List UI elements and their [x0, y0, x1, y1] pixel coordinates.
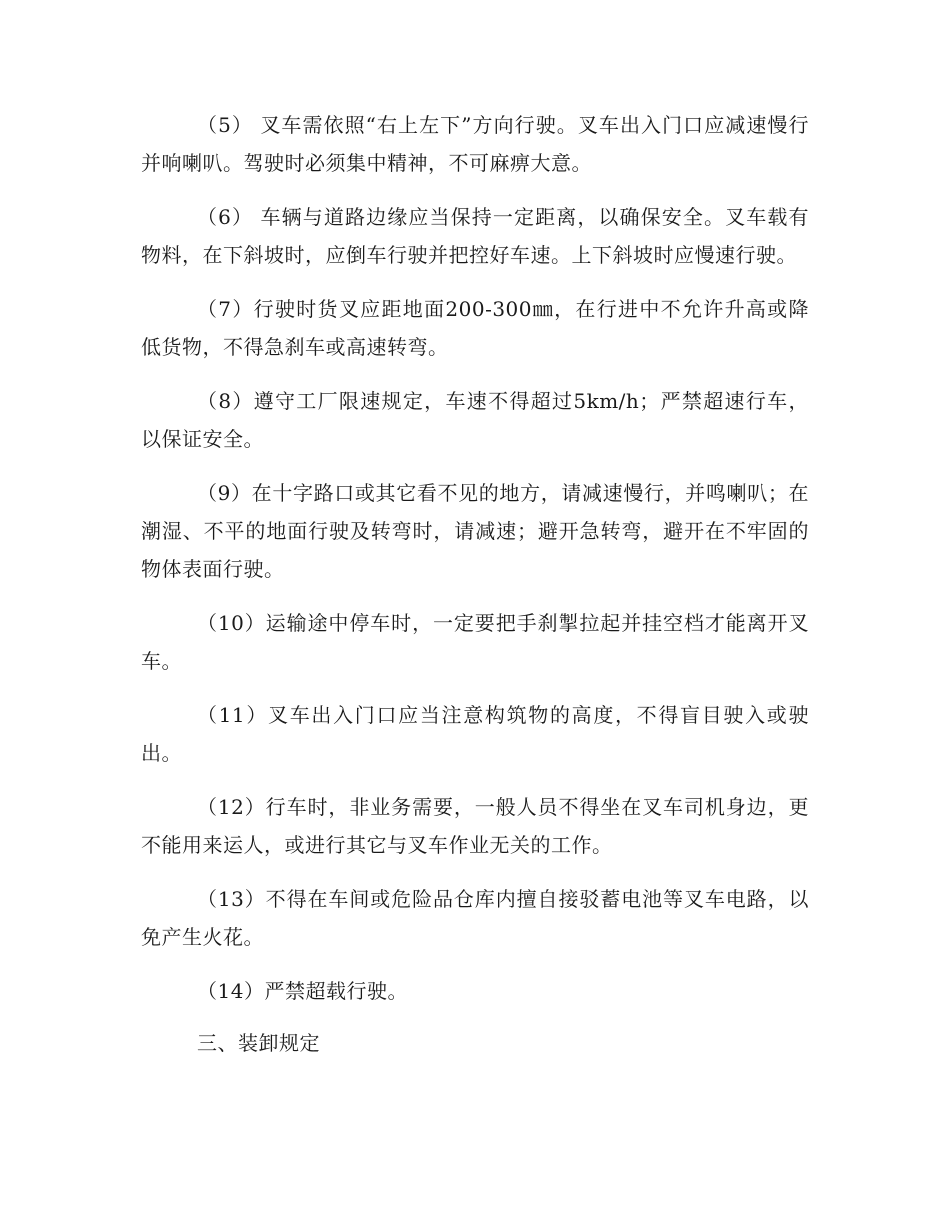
section-heading: 三、装卸规定: [197, 1031, 320, 1055]
paragraph-item-12: （12）行车时，非业务需要，一般人员不得坐在叉车司机身边，更不能用来运人，或进行其它与叉车作业无关的工作。: [141, 795, 809, 857]
paragraph-item-13: （13）不得在车间或危险品仓库内擅自接驳蓄电池等叉车电路，以免产生火花。: [141, 887, 809, 949]
paragraph-item-8: （8）遵守工厂限速规定，车速不得超过5km/h；严禁超速行车，以保证安全。: [141, 389, 809, 451]
document-page: [141, 106, 809, 1062]
paragraph-item-10: （10）运输途中停车时，一定要把手刹掣拉起并挂空档才能离开叉车。: [141, 611, 809, 673]
paragraph-item-6: （6） 车辆与道路边缘应当保持一定距离，以确保安全。叉车载有物料，在下斜坡时，应倒车行驶并把控好车速。上下斜坡时应慢速行驶。: [141, 205, 809, 267]
paragraph-item-11: （11）叉车出入门口应当注意构筑物的高度，不得盲目驶入或驶出。: [141, 703, 809, 765]
paragraph-item-7: （7）行驶时货叉应距地面200-300㎜，在行进中不允许升高或降低货物，不得急刹车或高速转弯。: [141, 297, 809, 359]
paragraph-item-5: （5） 叉车需依照“右上左下”方向行驶。叉车出入门口应减速慢行并响喇叭。驾驶时必须集中精神，不可麻痹大意。: [141, 113, 809, 175]
paragraph-item-14: （14）严禁超载行驶。: [197, 979, 408, 1003]
paragraph-item-9: （9）在十字路口或其它看不见的地方，请减速慢行，并鸣喇叭；在潮湿、不平的地面行驶及转弯时，请减速；避开急转弯，避开在不牢固的物体表面行驶。: [141, 481, 809, 581]
